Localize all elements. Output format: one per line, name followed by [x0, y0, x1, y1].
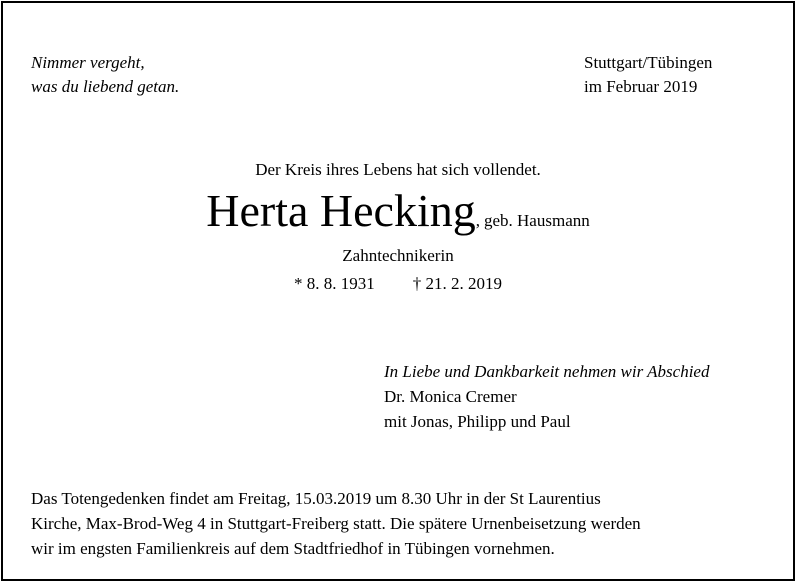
place-and-date — [584, 51, 712, 99]
mourner-name: Dr. Monica Cremer — [384, 387, 517, 406]
occupation: Zahntechnikerin — [342, 246, 454, 265]
death-date: † 21. 2. 2019 — [412, 274, 502, 293]
memorial-line-2: Kirche, Max-Brod-Weg 4 in Stuttgart-Freiberg statt. Die spätere Urnenbeisetzung werden — [31, 514, 641, 533]
quote-line-1: Nimmer vergeht, — [31, 53, 145, 72]
memorial-line-1: Das Totengedenken findet am Freitag, 15.03.2019 um 8.30 Uhr in der St Laurentius — [31, 489, 601, 508]
place-line: Stuttgart/Tübingen — [584, 53, 713, 72]
name-comma: , — [475, 211, 480, 230]
deceased-name: Herta Hecking — [206, 185, 476, 236]
obituary-notice — [1, 1, 795, 581]
memorial-service-text — [31, 486, 641, 561]
intro-text: Der Kreis ihres Lebens hat sich vollendet. — [255, 160, 541, 179]
life-dates — [3, 274, 793, 294]
memorial-quote — [31, 51, 179, 99]
farewell-heading: In Liebe und Dankbarkeit nehmen wir Abschied — [384, 362, 710, 381]
mourner-family: mit Jonas, Philipp und Paul — [384, 412, 571, 431]
name-block — [3, 186, 793, 236]
memorial-line-3: wir im engsten Familienkreis auf dem Stadtfriedhof in Tübingen vornehmen. — [31, 539, 555, 558]
quote-line-2: was du liebend getan. — [31, 77, 180, 96]
date-line: im Februar 2019 — [584, 77, 698, 96]
farewell-block — [384, 359, 709, 434]
maiden-name: geb. Hausmann — [483, 211, 590, 230]
birth-date: * 8. 8. 1931 — [294, 274, 375, 293]
